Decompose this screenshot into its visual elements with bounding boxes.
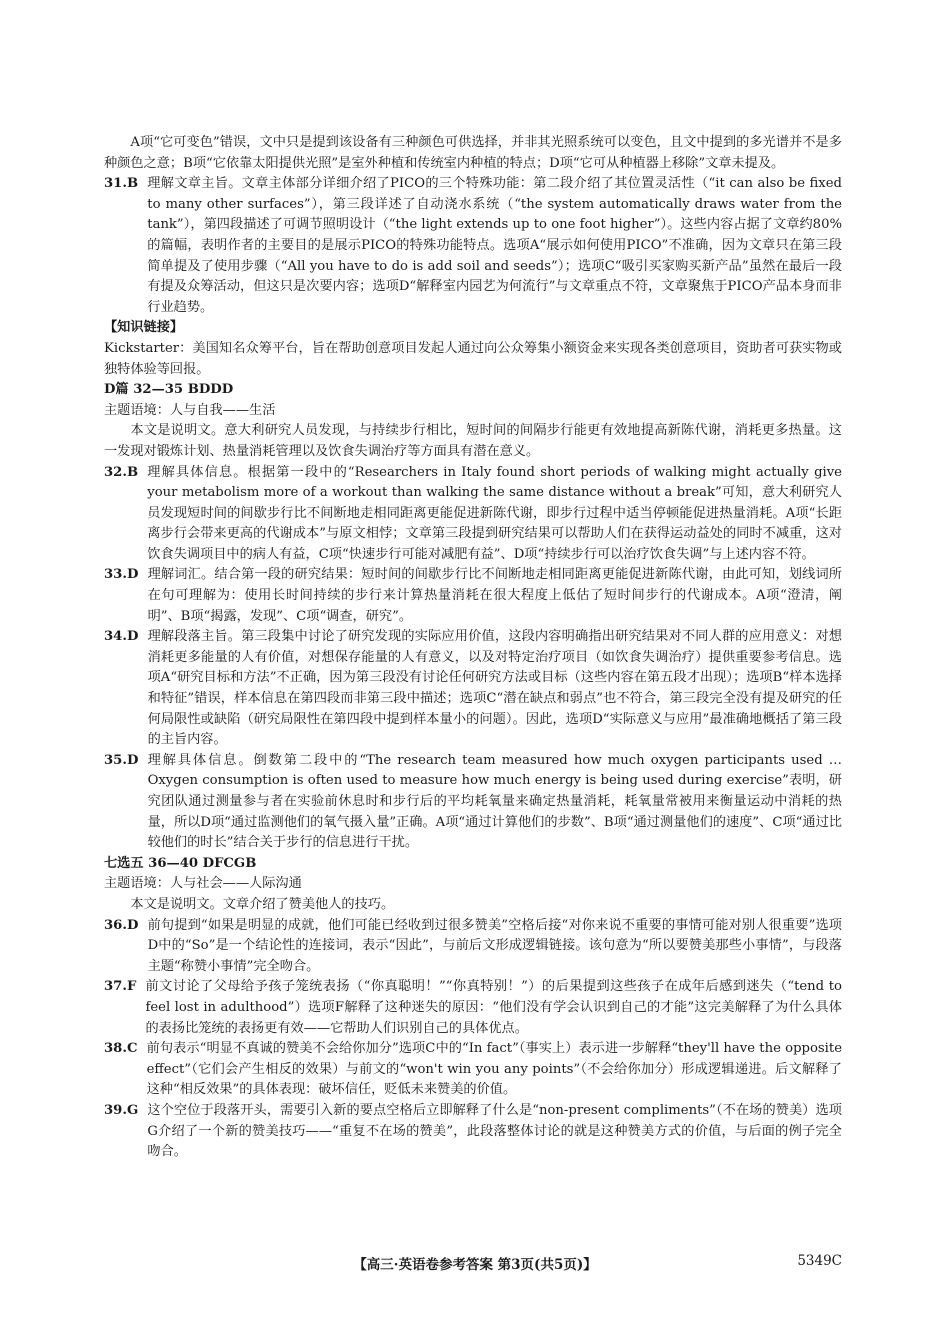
answer-33 [104, 565, 842, 627]
answer-37 [104, 977, 842, 1039]
answer-text: 前句提到“如果是明显的成就，他们可能已经收到过很多赞美”空格后接“对你来说不重要的事情可能对别人很重要”选项D中的“So”是一个结论性的连接词，表示“因此”，与前后文形成逻辑链接。该句意为“所以要赞美那些小事情”，与段落主题“称赞小事情”完全吻合。 [147, 917, 842, 974]
answer-number: 31.B [104, 176, 148, 192]
intro-paragraph: A项“它可变色”错误，文中只是提到该设备有三种颜色可供选择，并非其光照系统可以变色，且文中提到的多光谱并不是多种颜色之意；B项“它依靠太阳提供光照”是室外种植和传统室内种植的特点；D项“它可从种植器上移除”文章未提及。 [104, 135, 842, 171]
answer-number: 35.D [104, 752, 148, 768]
knowledge-heading: 【知识链接】 [104, 320, 184, 336]
answer-text: 理解具体信息。根据第一段中的“Researchers in Italy found short periods of walking might actually give your metabolism more of a workout than walking the same distance without a break”可知，意大利研究人员发现短时间的间歇步行比不间断地走相同距离更能促进新陈代谢，即步行过程中适当停顿能促进热量消耗。A项“长距离步行会带来更高的代谢成本”与原文相悖；文章第三段提到研究结果可以帮助人们在获得运动益处的同时不减重，这对饮食失调项目中的病人有益，C项“快速步行可能对减肥有益”、D项“持续步行可以治疗饮食失调”与上述内容不符。 [147, 464, 842, 562]
answer-text: 理解具体信息。倒数第二段中的“The research team measured how much oxygen participants used … Oxygen consumption is often used to measure how much energy is being used during exercise”表明，研究团队通过测量参与者在实验前休息时和步行后的平均耗氧量来确定热量消耗，耗氧量常被用来衡量运动中消耗的热量，所以D项“通过监测他们的氧气摄入量”正确。A项“通过计算他们的步数”、B项“通过测量他们的速度”、C项“通过比较他们的时长”结合关于步行的信息进行干扰。 [147, 752, 842, 851]
answer-text: 前句表示“明显不真诚的赞美不会给你加分”选项C中的“In fact”（事实上）表示进一步解释“they'll have the opposite effect”（它们会产生相反的效果）与前文的“won't win you any points”（不会给你加分）形成逻辑递进。后文解释了这种“相反效果”的具体表现：破坏信任，贬低未来赞美的价值。 [146, 1041, 842, 1098]
answer-text: 前文讨论了父母给予孩子笼统表扬（“你真聪明！”“你真特别！”）的后果提到这些孩子在成年后感到迷失（“tend to feel lost in adulthood”）选项F解释了这种迷失的原因：“他们没有学会认识到自己的才能”这完美解释了为什么具体的表扬比笼统的表扬更有效——它帮助人们识别自己的具体优点。 [145, 979, 842, 1036]
answer-text: 理解文章主旨。文章主体部分详细介绍了PICO的三个特殊功能：第二段介绍了其位置灵活性（“it can also be fixed to many other surfaces”），第三段详述了自动浇水系统（“the system automatically draws water from the tank”），第四段描述了可调节照明设计（“the light extends up to one foot higher”）。这些内容占据了文章约80%的篇幅，表明作者的主要目的是展示PICO的特殊功能特点。选项A“展示如何使用PICO”不准确，因为文章只在第三段简单提及了使用步骤（“All you have to do is add soil and seeds”）；选项C“吸引买家购买新产品”虽然在最后一段有提及众筹活动，但这只是次要内容；选项D“解释室内园艺为何流行”与文章重点不符，文章聚焦于PICO产品本身而非行业趋势。 [147, 176, 842, 315]
seven-choose-five-theme: 主题语境：人与社会——人际沟通 [104, 876, 302, 892]
answer-text: 这个空位于段落开头，需要引入新的要点空格后立即解释了什么是“non-present compliments”（不在场的赞美）选项G介绍了一个新的赞美技巧——“重复不在场的赞美”，此段落整体讨论的就是这种赞美方式的价值，与后面的例子完全吻合。 [147, 1102, 842, 1160]
answer-number: 39.G [104, 1102, 148, 1118]
answer-number: 37.F [104, 979, 146, 995]
answer-38 [104, 1039, 842, 1101]
document-body [104, 133, 842, 1163]
answer-text: 理解词汇。结合第一段的研究结果：短时间的间歇步行比不间断地走相同距离更能促进新陈代谢，由此可知，划线词所在句可理解为：使用长时间持续的步行来计算热量消耗在很大程度上低估了短时间步行的代谢成本。A项“澄清，阐明”、B项“揭露，发现”、C项“调查，研究”。 [147, 567, 842, 624]
answer-number: 38.C [104, 1041, 147, 1057]
section-d-summary: 本文是说明文。意大利研究人员发现，与持续步行相比，短时间的间隔步行能更有效地提高新陈代谢，消耗更多热量。这一发现对锻炼计划、热量消耗管理以及饮食失调治疗等方面具有潜在意义。 [104, 423, 842, 459]
answer-32 [104, 463, 842, 566]
footer-title: 【高三·英语卷参考答案 第3页(共5页)】 [353, 1257, 597, 1273]
answer-text: 理解段落主旨。第三段集中讨论了研究发现的实际应用价值，这段内容明确指出研究结果对不同人群的应用意义：对想消耗更多能量的人有价值，对想保存能量的人有意义，以及对特定治疗项目（如饮食失调治疗）提供重要参考信息。选项A“研究目标和方法”不正确，因为第三段没有讨论任何研究方法或目标（这些内容在第五段才出现）；选项B“样本选择和特征”错误，样本信息在第四段而非第三段中描述；选项C“潜在缺点和弱点”也不符合，第三段完全没有提及研究的任何局限性或缺陷（研究局限性在第四段中提到样本量小的问题）。因此，选项D“实际意义与应用”最准确地概括了第三段的主旨内容。 [147, 629, 842, 748]
answer-36 [104, 916, 842, 978]
answer-number: 34.D [104, 629, 148, 645]
section-d-heading: D篇 32—35 BDDD [104, 382, 234, 398]
section-d-theme: 主题语境：人与自我——生活 [104, 402, 276, 418]
answer-35 [104, 751, 842, 854]
page-footer [0, 1253, 950, 1275]
seven-choose-five-summary: 本文是说明文。文章介绍了赞美他人的技巧。 [130, 896, 395, 912]
footer-code: 5349C [797, 1253, 842, 1269]
seven-choose-five-heading: 七选五 36—40 DFCGB [104, 855, 257, 871]
answer-number: 33.D [104, 567, 148, 583]
answer-number: 36.D [104, 917, 148, 933]
answer-39 [104, 1101, 842, 1163]
answer-34 [104, 627, 842, 751]
knowledge-text: Kickstarter：美国知名众筹平台，旨在帮助创意项目发起人通过向公众筹集小额资金来实现各类创意项目，资助者可获实物或独特体验等回报。 [104, 340, 842, 377]
answer-number: 32.B [104, 464, 148, 480]
answer-31 [104, 174, 842, 318]
